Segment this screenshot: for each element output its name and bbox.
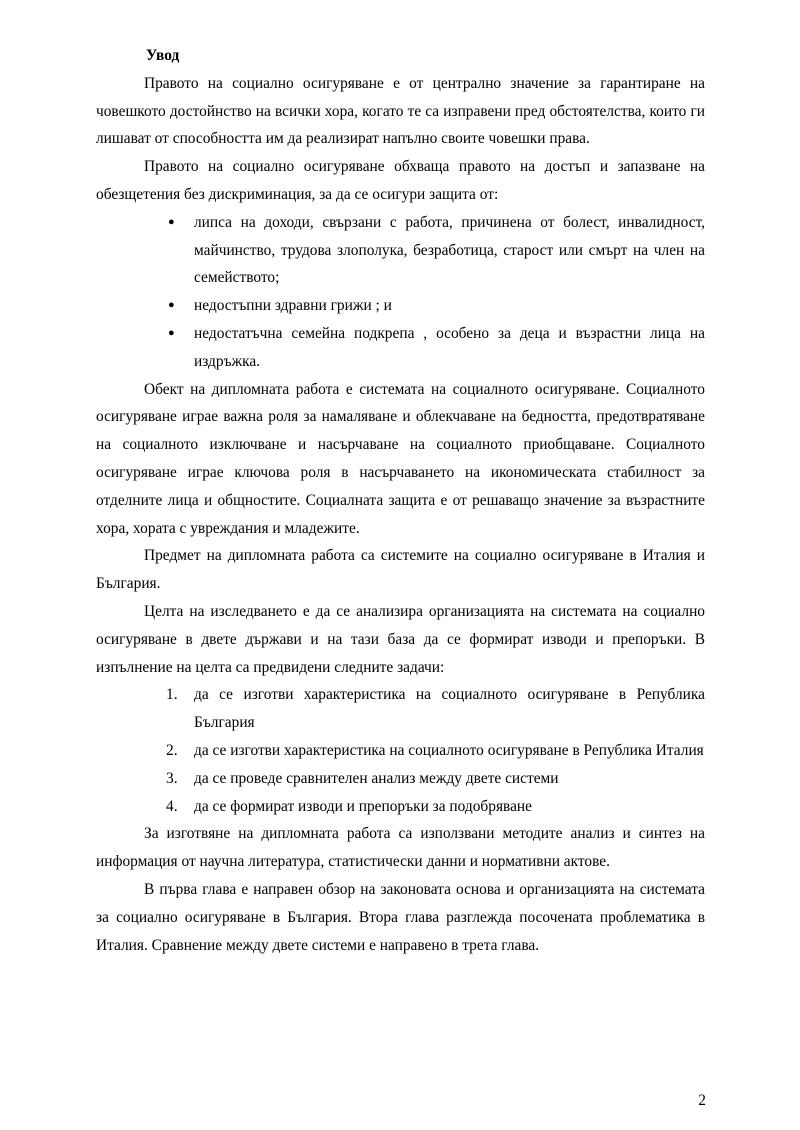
list-item-text: да се проведе сравнителен анализ между двете системи <box>194 769 559 787</box>
paragraph-methods: За изготвяне на дипломната работа са използвани методите анализ и синтез на информация от научна литература, статистически данни и нормативни актове. <box>96 825 705 871</box>
paragraph-goal: Целта на изследването е да се анализира организацията на системата на социално осигуряване в двете държави и на тази база да се формират изводи и препоръки. В изпълнение на целта са предвидени следните задачи: <box>96 602 705 676</box>
list-number: 3. <box>166 769 178 787</box>
bullet-icon: ● <box>168 326 175 339</box>
list-item-text: да се формират изводи и препоръки за подобряване <box>194 797 532 815</box>
paragraph-structure: В първа глава е направен обзор на законовата основа и организацията на системата за социално осигуряване в България. Втора глава разглежда посочената проблематика в Италия. Сравнение между двете системи е направено в трета глава. <box>96 880 705 954</box>
list-item <box>96 737 705 765</box>
task-list <box>96 681 705 820</box>
list-item-text: да се изготви характеристика на социалното осигуряване в Република Италия <box>194 741 704 759</box>
list-item <box>96 292 705 320</box>
paragraph-object: Обект на дипломната работа е системата на социалното осигуряване. Социалното осигуряване играе важна роля за намаляване и облекчаване на бедността, предотвратяване на социалното изключване и насърчаване на социалното приобщаване. Социалното осигуряване играе ключова роля в насърчаването на икономическата стабилност за отделните лица и общностите. Социалната защита е от решаващо значение за възрастните хора, хората с увреждания и младежите. <box>96 380 705 537</box>
list-number: 1. <box>166 686 178 704</box>
list-item-text: недостатъчна семейна подкрепа , особено за деца и възрастни лица на издръжка. <box>194 324 705 370</box>
list-number: 2. <box>166 741 178 759</box>
list-item <box>96 765 705 793</box>
bullet-icon: ● <box>168 299 175 312</box>
paragraph-intro: Правото на социално осигуряване е от централно значение за гарантиране на човешкото достойнство на всички хора, когато те са изправени пред обстоятелства, които ги лишават от способността им да реализират напълно своите човешки права. <box>96 74 705 148</box>
bullet-icon: ● <box>168 215 175 228</box>
list-item-text: липса на доходи, свързани с работа, причинена от болест, инвалидност, майчинство, трудова злополука, безработица, старост или смърт на член на семейството; <box>194 213 705 287</box>
list-item <box>96 793 705 821</box>
bullet-list <box>96 209 705 376</box>
paragraph-subject: Предмет на дипломната работа са системите на социално осигуряване в Италия и България. <box>96 547 705 593</box>
paragraph-scope: Правото на социално осигуряване обхваща правото на достъп и запазване на обезщетения без дискриминация, за да се осигури защита от: <box>96 158 705 203</box>
page-number: 2 <box>698 1092 706 1109</box>
section-heading: Увод <box>146 47 180 64</box>
list-item-text: недостъпни здравни грижи ; и <box>194 297 392 315</box>
list-item <box>96 681 705 737</box>
list-number: 4. <box>166 797 178 815</box>
list-item <box>96 320 705 376</box>
list-item <box>96 209 705 292</box>
page-content <box>96 42 705 959</box>
list-item-text: да се изготви характеристика на социалното осигуряване в Република България <box>194 686 705 732</box>
